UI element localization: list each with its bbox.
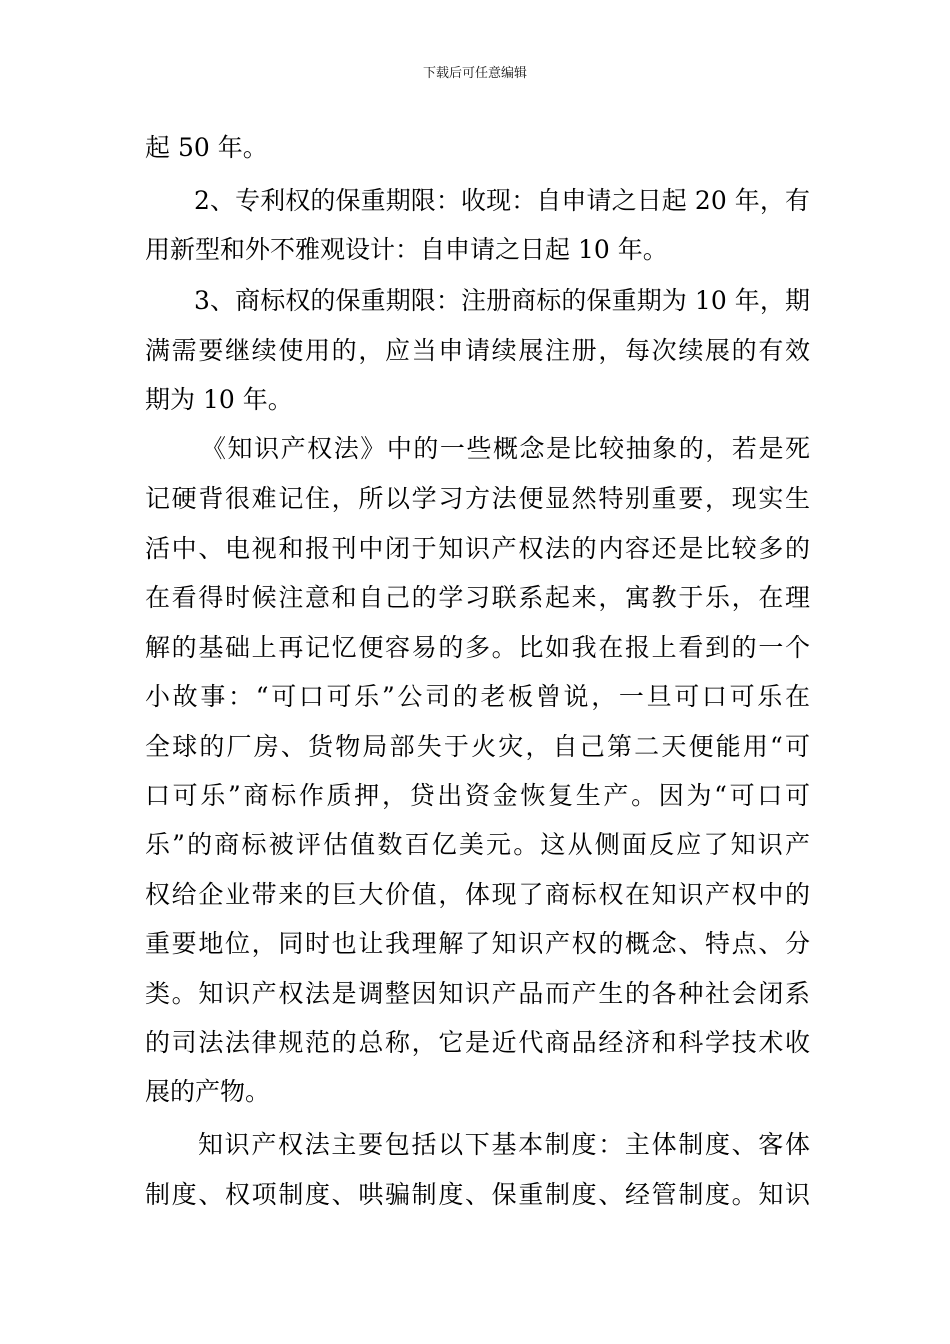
text-line: 活中、电视和报刊中闭于知识产权法的内容还是比较多的 bbox=[145, 534, 810, 563]
text-line: 满需要继续使用的，应当申请续展注册，每次续展的有效 bbox=[145, 336, 810, 365]
text-line: 口可乐”商标作质押，贷出资金恢复生产。因为“可口可 bbox=[145, 781, 810, 810]
text-line: 小故事：“可口可乐”公司的老板曾说，一旦可口可乐在 bbox=[145, 682, 810, 711]
page-header: 下载后可任意编辑 bbox=[422, 66, 527, 81]
text-line: 起 50 年。 bbox=[145, 133, 268, 162]
text-line: 重要地位，同时也让我理解了知识产权的概念、特点、分 bbox=[145, 929, 810, 958]
text-line: 全球的厂房、货物局部失于火灾，自己第二天便能用“可 bbox=[145, 732, 810, 761]
text-line: 制度、权项制度、哄骗制度、保重制度、经管制度。知识 bbox=[145, 1180, 810, 1209]
text-line: 类。知识产权法是调整因知识产品而产生的各种社会闭系 bbox=[145, 979, 810, 1008]
text-line: 的司法法律规范的总称，它是近代商品经济和科学技术收 bbox=[145, 1028, 810, 1057]
text-line: 展的产物。 bbox=[145, 1077, 271, 1106]
text-line: 知识产权法主要包括以下基本制度：主体制度、客体 bbox=[198, 1130, 810, 1159]
text-line: 记硬背很难记住，所以学习方法便显然特别重要，现实生 bbox=[145, 484, 810, 513]
text-line: 乐”的商标被评估值数百亿美元。这从侧面反应了知识产 bbox=[145, 830, 810, 859]
text-line: 用新型和外不雅观设计：自申请之日起 10 年。 bbox=[145, 235, 668, 264]
text-line: 3、商标权的保重期限：注册商标的保重期为 10 年，期 bbox=[194, 286, 810, 315]
text-line: 《知识产权法》中的一些概念是比较抽象的，若是死 bbox=[201, 434, 810, 463]
text-line: 期为 10 年。 bbox=[145, 385, 293, 414]
text-line: 2、专利权的保重期限：收现：自申请之日起 20 年，有 bbox=[194, 186, 810, 215]
text-line: 在看得时候注意和自己的学习联系起来，寓教于乐，在理 bbox=[145, 583, 810, 612]
text-line: 权给企业带来的巨大价值，体现了商标权在知识产权中的 bbox=[145, 880, 810, 909]
text-line: 解的基础上再记忆便容易的多。比如我在报上看到的一个 bbox=[145, 633, 810, 662]
